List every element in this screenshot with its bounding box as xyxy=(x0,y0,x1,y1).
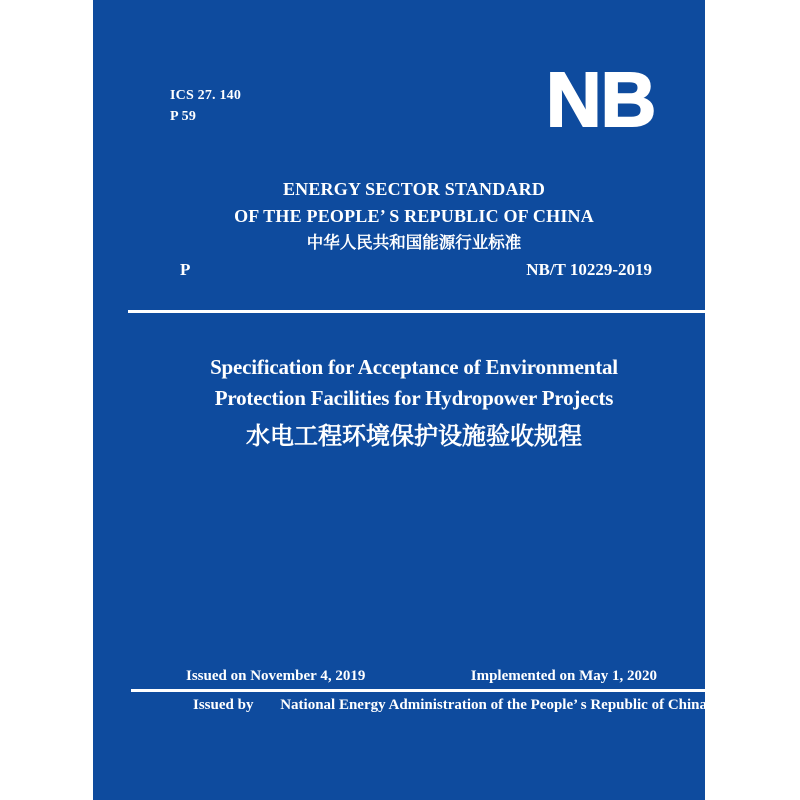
title-en-line2: Protection Facilities for Hydropower Projects xyxy=(214,386,614,410)
issued-by-row xyxy=(193,694,708,716)
standard-header-chinese: 中华人民共和国能源行业标准 xyxy=(306,234,522,252)
implemented-date: Implemented on May 1, 2020 xyxy=(470,668,657,684)
issued-date: Issued on November 4, 2019 xyxy=(186,668,366,684)
dates-row xyxy=(186,665,657,687)
footer-divider-line xyxy=(131,689,705,692)
header-divider-line xyxy=(128,310,705,313)
issued-by-value: National Energy Administration of the People’ s Republic of China xyxy=(280,697,708,713)
standard-header xyxy=(123,176,705,257)
standard-cover xyxy=(93,0,708,800)
standard-header-line1: ENERGY SECTOR STANDARD xyxy=(282,179,546,199)
standard-code-row xyxy=(180,258,652,282)
issued-by-label: Issued by xyxy=(193,697,254,713)
title-chinese: 水电工程环境保护设施验收规程 xyxy=(246,424,582,450)
ics-code: ICS 27. 140 xyxy=(170,88,242,103)
standard-number: NB/T 10229-2019 xyxy=(526,260,652,279)
standard-header-line2: OF THE PEOPLE’ S REPUBLIC OF CHINA xyxy=(234,206,594,226)
title-en-line1: Specification for Acceptance of Environmental xyxy=(210,355,618,379)
nb-logo: NB xyxy=(546,57,656,143)
classification-block xyxy=(170,85,241,127)
classification-code: P 59 xyxy=(170,109,197,124)
title-block xyxy=(123,352,705,454)
category-letter: P xyxy=(180,260,191,279)
